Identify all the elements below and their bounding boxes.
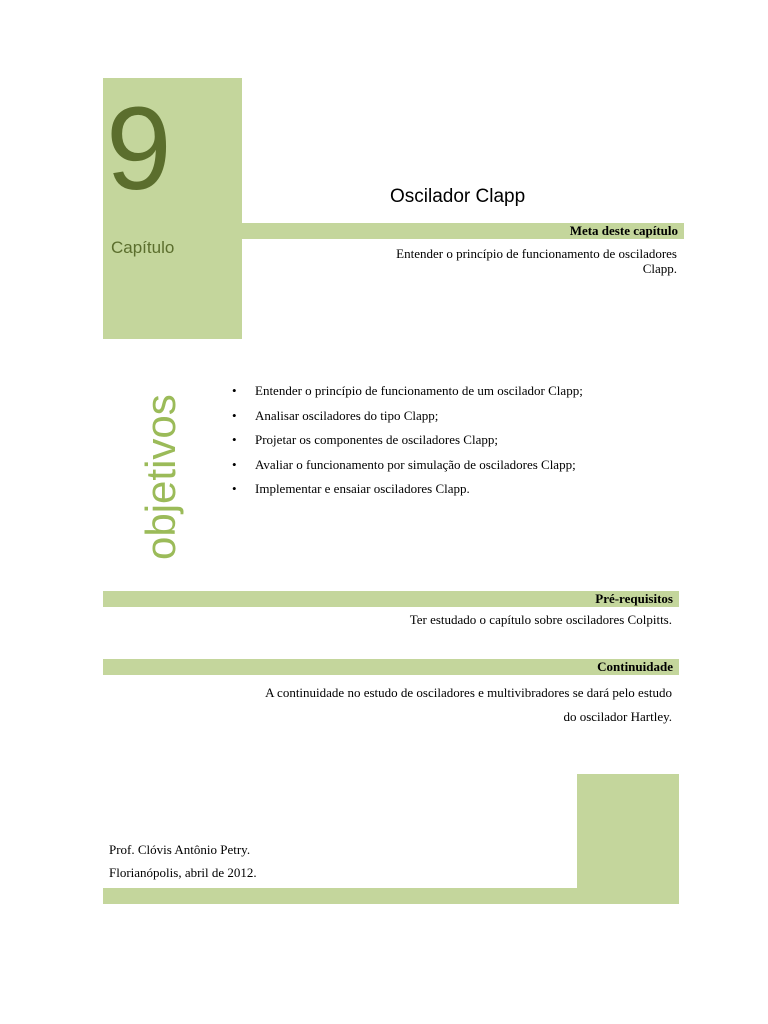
meta-line: Clapp. bbox=[642, 261, 677, 276]
meta-line: Entender o princípio de funcionamento de osciladores bbox=[396, 246, 677, 261]
meta-heading-bar bbox=[242, 223, 684, 239]
author: Prof. Clóvis Antônio Petry. bbox=[109, 842, 251, 857]
objectives-list bbox=[232, 382, 583, 505]
objective-item bbox=[232, 407, 583, 432]
prerequisites-heading: Pré-requisitos bbox=[595, 591, 673, 606]
chapter-number: 9 bbox=[106, 83, 172, 215]
continuity-heading-bar bbox=[103, 659, 679, 675]
objective-text: Analisar osciladores do tipo Clapp; bbox=[255, 407, 439, 423]
meta-heading: Meta deste capítulo bbox=[569, 223, 678, 238]
objective-text: Entender o princípio de funcionamento de um oscilador Clapp; bbox=[255, 383, 583, 398]
prerequisites-heading-bar bbox=[103, 591, 679, 607]
objective-text: Avaliar o funcionamento por simulação de osciladores Clapp; bbox=[255, 456, 576, 472]
bullet-icon: • bbox=[232, 383, 237, 398]
chapter-title: Oscilador Clapp bbox=[390, 186, 526, 207]
objective-text: Projetar os componentes de osciladores Clapp; bbox=[255, 432, 498, 447]
footer-bar bbox=[103, 888, 679, 904]
bullet-icon: • bbox=[232, 432, 237, 447]
meta-text bbox=[340, 246, 677, 276]
chapter-label: Capítulo bbox=[111, 238, 175, 257]
continuity-line: A continuidade no estudo de osciladores e multivibradores se dará pelo estudo bbox=[265, 685, 672, 700]
objective-item bbox=[232, 456, 583, 481]
prerequisites-text: Ter estudado o capítulo sobre osciladores Colpitts. bbox=[409, 612, 672, 627]
bullet-icon: • bbox=[232, 407, 237, 423]
objective-item bbox=[232, 382, 583, 407]
objective-item bbox=[232, 480, 583, 505]
continuity-heading: Continuidade bbox=[597, 659, 673, 674]
bullet-icon: • bbox=[232, 481, 237, 496]
continuity-text bbox=[200, 681, 672, 729]
footer-square bbox=[577, 774, 679, 888]
continuity-line: do oscilador Hartley. bbox=[563, 709, 672, 724]
bullet-icon: • bbox=[232, 456, 237, 472]
objective-item bbox=[232, 431, 583, 456]
place-date: Florianópolis, abril de 2012. bbox=[109, 865, 257, 880]
objectives-label: objetivos bbox=[137, 394, 184, 560]
objective-text: Implementar e ensaiar osciladores Clapp. bbox=[255, 481, 470, 496]
